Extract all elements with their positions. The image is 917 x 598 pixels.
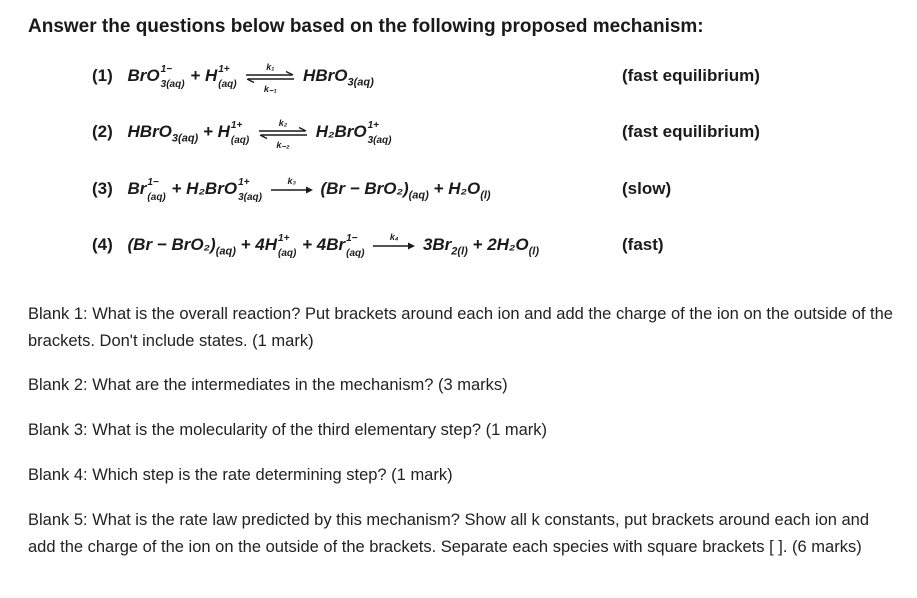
plus-sign: + [433,179,444,198]
species-hydrogen-state: (aq) [218,78,237,90]
species-brbro2-state: (aq) [408,189,429,202]
species-hbro3-base: HBrO [127,122,172,141]
species-bromide-charge: 1− [147,176,159,188]
species-bromate-base: BrO [127,66,160,85]
species-bromide-base: Br [127,179,147,198]
species-hbro3-state: 3(aq) [171,132,199,145]
equilibrium-arrow [257,117,309,150]
mechanism-step-3 [92,175,491,203]
species-h2bro3-state: 3(aq) [238,191,262,203]
species-bromate-charge: 1− [160,63,173,75]
species-hydrogen-charge: 1+ [218,63,230,75]
species-bromide-state: (aq) [147,191,166,203]
rate-constant: k₄ [389,231,399,242]
species-hbro3-base: HBrO [303,66,348,85]
species-bromide-base: 4Br [316,235,346,254]
species-hydrogen-base: H [204,66,218,85]
species-bromine-state: 2(l) [451,245,468,258]
species-water-base: 2H₂O [487,235,529,254]
question-blank-5: Blank 5: What is the rate law predicted by this mechanism? Show all k constants, put brackets around each ion and add the charge of the ion on the outside of the brackets. Separate each species with square brackets [ ]. (6 marks) [28,511,870,556]
rate-constant-reverse: k₋₂ [276,139,290,150]
step-number: (2) [92,122,113,141]
species-hydrogen-state: (aq) [278,247,297,259]
step-4-note: (fast) [622,235,664,254]
plus-sign: + [302,235,313,254]
species-brbro2-base: (Br − BrO₂) [127,235,216,254]
reaction-arrow [270,175,314,195]
species-bromide-state: (aq) [346,247,365,259]
species-hbro3-state: 3(aq) [347,76,374,89]
species-bromide-charge: 1− [346,232,358,244]
mechanism-step-1 [92,61,374,94]
question-blank-3: Blank 3: What is the molecularity of the third elementary step? (1 mark) [28,421,548,439]
plus-sign: + [240,235,251,254]
step-2-note: (fast equilibrium) [622,122,760,141]
mechanism-step-4 [92,231,540,259]
species-h2bro3-charge: 1+ [238,176,250,188]
plus-sign: + [472,235,483,254]
species-brbro2-base: (Br − BrO₂) [320,179,409,198]
species-water-base: H₂O [448,179,481,198]
species-h2bro3-base: H₂BrO [315,122,367,141]
step-number: (1) [92,66,113,85]
species-bromate-state: 3(aq) [160,78,185,90]
species-h2bro3-state: 3(aq) [367,134,392,146]
species-hydrogen-base: 4H [255,235,278,254]
step-3-note: (slow) [622,179,672,198]
species-brbro2-state: (aq) [215,245,236,258]
question-blank-2: Blank 2: What are the intermediates in the mechanism? (3 marks) [28,376,508,394]
species-h2bro3-charge: 1+ [367,119,379,131]
species-bromine-base: 3Br [422,235,452,254]
plus-sign: + [171,179,182,198]
species-h2bro3-base: H₂BrO [186,179,238,198]
species-hydrogen-charge: 1+ [230,119,243,131]
species-hydrogen-state: (aq) [230,134,250,146]
species-hydrogen-base: H [217,122,230,141]
rate-constant-forward: k₁ [266,61,275,72]
page-title: Answer the questions below based on the following proposed mechanism: [28,16,704,37]
species-water-state: (l) [480,189,491,202]
species-water-state: (l) [528,245,540,258]
step-number: (3) [92,179,113,198]
plus-sign: + [190,66,201,85]
plus-sign: + [202,122,213,141]
reaction-arrow [372,231,416,251]
question-blank-4: Blank 4: Which step is the rate determining step? (1 mark) [28,466,453,484]
equilibrium-arrow [244,61,296,94]
rate-constant-forward: k₂ [278,117,288,128]
question-blank-1: Blank 1: What is the overall reaction? Put brackets around each ion and add the charge of the ion on the outside of the brackets. Don't include states. (1 mark) [28,305,893,350]
step-1-note: (fast equilibrium) [622,66,760,85]
step-number: (4) [92,235,113,254]
rate-constant: k₃ [287,175,296,186]
species-hydrogen-charge: 1+ [278,232,290,244]
rate-constant-reverse: k₋₁ [263,83,277,94]
mechanism-step-2 [92,117,393,150]
